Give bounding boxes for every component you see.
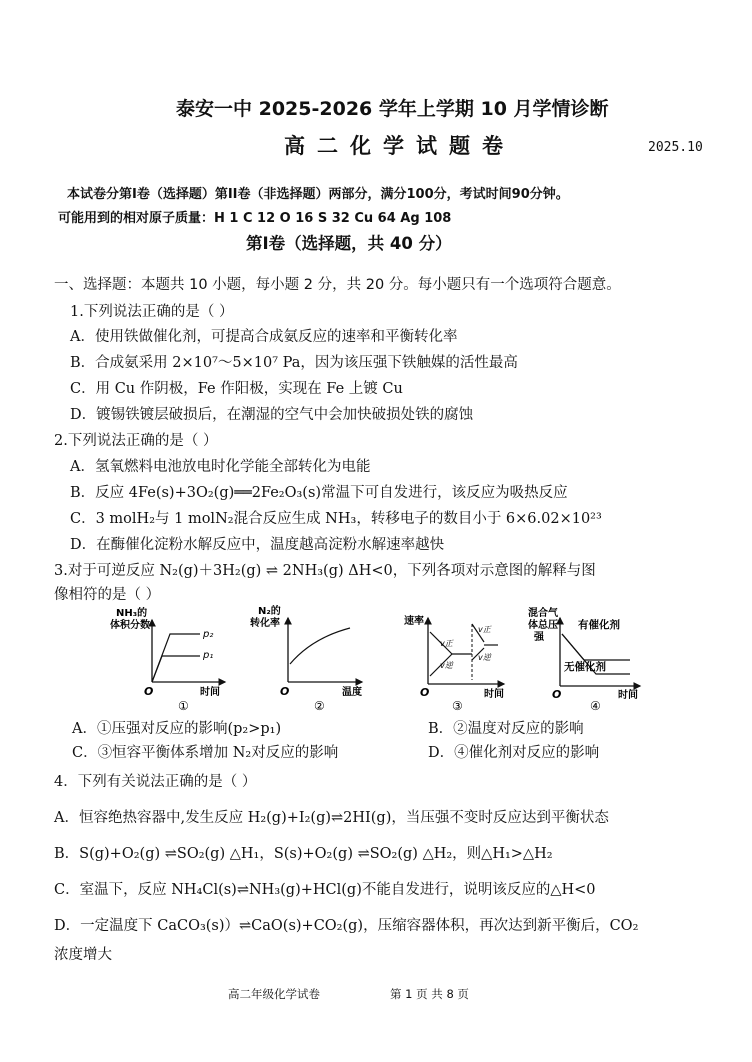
- question-3-figures: [100, 602, 680, 714]
- section-title: 第Ⅰ卷（选择题，共 40 分）: [246, 234, 452, 253]
- fig1-xlabel: 时间: [200, 687, 220, 698]
- fig4-nocatalyst-label: 无催化剂: [564, 661, 606, 673]
- fig4-xlabel: 时间: [618, 690, 638, 701]
- question-4-option-c: C．室温下，反应 NH₄Cl(s)⇌NH₃(g)+HCl(g)不能自发进行，说明该反应的△H<0: [54, 882, 596, 898]
- exam-subtitle: 高二化学试题卷: [284, 134, 515, 158]
- fig3-xlabel: 时间: [484, 689, 504, 700]
- question-3-option-a: A．①压强对反应的影响(p₂>p₁): [72, 721, 282, 737]
- question-4-option-b: B．S(g)+O₂(g) ⇌SO₂(g) △H₁，S(s)+O₂(g) ⇌SO₂(g) △H₂，则△H₁>△H₂: [54, 846, 553, 862]
- atomic-mass-line: 可能用到的相对原子质量：H 1 C 12 O 16 S 32 Cu 64 Ag 108: [58, 211, 452, 226]
- question-2-option-a: A．氢氧燃料电池放电时化学能全部转化为电能: [70, 459, 371, 475]
- fig4-ylabel-1: 混合气: [528, 608, 558, 619]
- exam-info-line: 本试卷分第Ⅰ卷（选择题）第II卷（非选择题）两部分，满分100分，考试时间90分钟。: [67, 187, 569, 202]
- question-4-stem: 4．下列有关说法正确的是（ ）: [54, 774, 257, 790]
- fig3-vreverse-2: v逆: [478, 653, 491, 662]
- fig1-origin: O: [144, 685, 154, 698]
- question-2-option-c: C．3 molH₂与 1 molN₂混合反应生成 NH₃，转移电子的数目小于 6×6.02×10²³: [70, 511, 602, 527]
- question-2-stem: 2.下列说法正确的是（ ）: [54, 433, 218, 449]
- question-3-option-c: C．③恒容平衡体系增加 N₂对反应的影响: [72, 745, 339, 761]
- question-4-option-a: A．恒容绝热容器中,发生反应 H₂(g)+I₂(g)⇌2HI(g)，当压强不变时反应达到平衡状态: [54, 810, 609, 826]
- figure-2: [250, 604, 362, 713]
- figure-4: [528, 606, 640, 713]
- fig3-number: ③: [452, 699, 463, 713]
- figure-3: [404, 614, 504, 713]
- fig1-p2-label: p₂: [203, 629, 214, 640]
- exam-date: 2025.10: [648, 140, 703, 155]
- fig1-ylabel-1: NH₃的: [116, 608, 148, 619]
- fig1-ylabel-2: 体积分数: [110, 620, 150, 631]
- question-1-option-a: A．使用铁做催化剂，可提高合成氨反应的速率和平衡转化率: [70, 329, 458, 345]
- fig4-ylabel-2: 体总压: [528, 620, 558, 631]
- footer-page-number: 第 1 页 共 8 页: [390, 987, 469, 1001]
- fig2-xlabel: 温度: [342, 687, 362, 698]
- part-instruction: 一、选择题：本题共 10 小题，每小题 2 分，共 20 分。每小题只有一个选项符合题意。: [54, 277, 621, 293]
- fig3-vreverse-1: v逆: [440, 661, 453, 670]
- question-1-stem: 1.下列说法正确的是（ ）: [70, 304, 234, 320]
- fig4-number: ④: [590, 699, 601, 713]
- question-3-stem-line2: 像相符的是（ ）: [54, 587, 161, 603]
- question-1-option-c: C．用 Cu 作阴极，Fe 作阳极，实现在 Fe 上镀 Cu: [70, 381, 403, 397]
- question-2-option-d: D．在酶催化淀粉水解反应中，温度越高淀粉水解速率越快: [70, 537, 445, 553]
- fig2-origin: O: [280, 685, 290, 698]
- fig1-p1-label: p₁: [203, 650, 214, 661]
- question-3-option-b: B．②温度对反应的影响: [428, 721, 584, 737]
- fig1-number: ①: [178, 699, 189, 713]
- question-1-option-b: B．合成氨采用 2×10⁷～5×10⁷ Pa，因为该压强下铁触媒的活性最高: [70, 355, 518, 371]
- fig2-ylabel-2: 转化率: [250, 618, 280, 629]
- fig2-ylabel-1: N₂的: [258, 606, 281, 617]
- question-3-stem-line1: 3.对于可逆反应 N₂(g)＋3H₂(g) ⇌ 2NH₃(g) ΔH<0，下列各项对示意图的解释与图: [54, 563, 596, 579]
- fig3-vforward-1: v正: [440, 639, 453, 648]
- fig4-origin: O: [552, 688, 562, 701]
- figure-1: [110, 606, 225, 713]
- fig3-origin: O: [420, 686, 430, 699]
- question-3-option-d: D．④催化剂对反应的影响: [428, 745, 600, 761]
- fig3-ylabel: 速率: [404, 616, 424, 627]
- footer-left: 高二年级化学试卷: [228, 987, 320, 1001]
- exam-title: 泰安一中 2025-2026 学年上学期 10 月学情诊断: [176, 98, 609, 120]
- fig4-catalyst-label: 有催化剂: [578, 619, 620, 631]
- question-4-option-d-line1: D．一定温度下 CaCO₃(s)）⇌CaO(s)+CO₂(g)，压缩容器体积，再次达到新平衡后，CO₂: [54, 918, 639, 934]
- fig4-ylabel-3: 强: [534, 632, 544, 643]
- question-4-option-d-line2: 浓度增大: [54, 947, 112, 963]
- question-1-option-d: D．镀锡铁镀层破损后，在潮湿的空气中会加快破损处铁的腐蚀: [70, 407, 474, 423]
- question-2-option-b: B．反应 4Fe(s)+3O₂(g)══2Fe₂O₃(s)常温下可自发进行，该反应为吸热反应: [70, 485, 568, 501]
- fig2-number: ②: [314, 699, 325, 713]
- fig3-vforward-2: v正: [478, 625, 491, 634]
